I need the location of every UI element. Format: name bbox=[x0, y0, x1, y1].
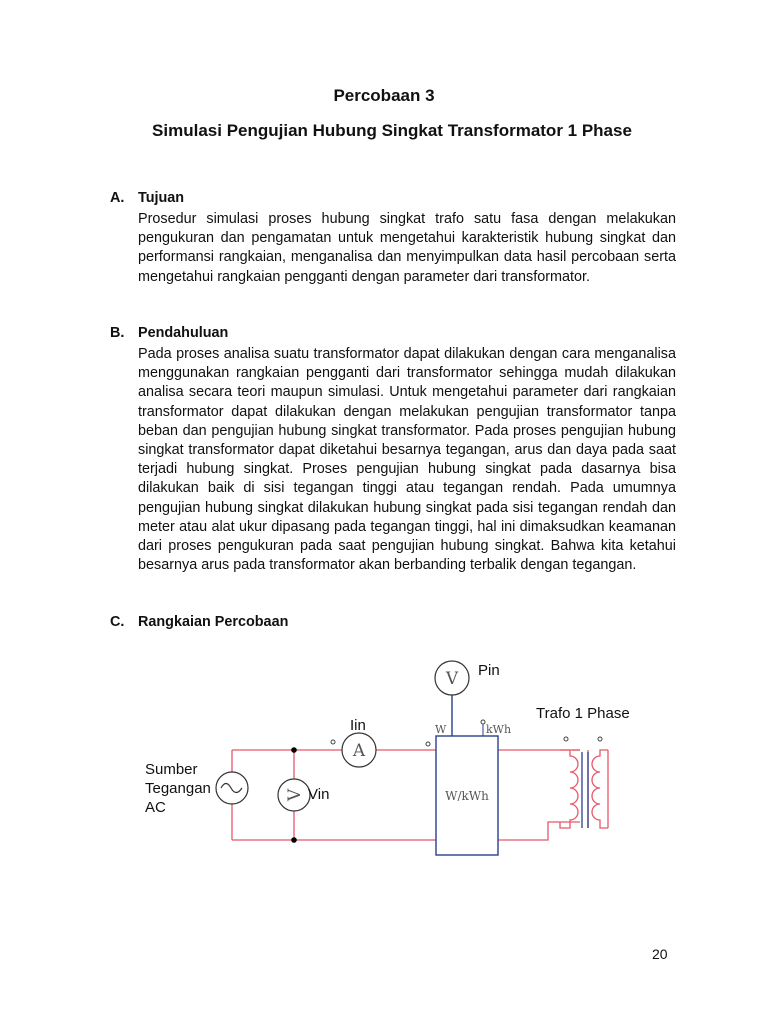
pin-voltmeter-symbol: V bbox=[445, 669, 459, 689]
section-title: Tujuan bbox=[138, 190, 185, 206]
section-heading bbox=[110, 325, 676, 345]
section-rangkaian-percobaan bbox=[110, 614, 676, 634]
section-letter: C. bbox=[110, 614, 125, 630]
circuit-diagram bbox=[130, 648, 670, 868]
trafo-terminal-marker-right bbox=[598, 737, 602, 741]
input-voltmeter bbox=[278, 779, 329, 811]
ammeter-terminal-marker bbox=[331, 740, 335, 744]
kwh-terminal-marker bbox=[481, 720, 485, 724]
wattmeter-to-trafo-bottom bbox=[498, 822, 580, 840]
iin-label: Iin bbox=[350, 717, 366, 734]
section-title: Rangkaian Percobaan bbox=[138, 614, 289, 630]
junction-dot-bottom bbox=[291, 837, 297, 843]
vin-label: Vin bbox=[308, 786, 330, 803]
transformer bbox=[536, 705, 630, 828]
secondary-winding bbox=[592, 750, 608, 828]
pin-label: Pin bbox=[478, 662, 500, 679]
wattmeter-label: W/kWh bbox=[445, 789, 489, 803]
page-title: Simulasi Pengujian Hubung Singkat Transformator 1 Phase bbox=[152, 121, 632, 140]
kwh-terminal-label: kWh bbox=[486, 723, 512, 736]
source-label-line-3: AC bbox=[145, 799, 166, 816]
primary-winding bbox=[560, 750, 578, 828]
section-letter: B. bbox=[110, 325, 125, 341]
trafo-label: Trafo 1 Phase bbox=[536, 705, 630, 722]
wattmeter-kwh bbox=[435, 695, 511, 855]
trafo-terminal-marker-left bbox=[564, 737, 568, 741]
voltmeter-symbol: V bbox=[285, 788, 305, 802]
pin-voltmeter bbox=[435, 661, 500, 695]
source-label-line-2: Tegangan bbox=[145, 780, 211, 797]
ammeter-symbol: A bbox=[352, 741, 366, 761]
section-body: Pada proses analisa suatu transformator dapat dilakukan dengan cara menganalisa menggunakan rangkaian pengganti dari transformator sehingga mudah dilakukan analisa secara teori maupun simulasi. Untuk mengetahui parameter dari rangkaian transformator dapat dilakukan dengan melakukan pengujian transformator tanpa beban dan pengujian hubung singkat transformator. Pada proses pengujian hubung singkat transformator dapat diketahui besarnya tegangan, arus dan daya pada saat terjadi hubung singkat. Proses pengujian hubung singkat pada dasarnya bisa dilakukan baik di sisi tegangan tinggi atau tegangan rendah. Pada umumnya pengujian hubung singkat dilakukan hubung singkat pada sisi tegangan rendah dan meter atau alat ukur dipasang pada tegangan tinggi, hal ini dimaksudkan keamanan dari proses pengukuran pada saat pengujian hubung singkat. Bahwa kita ketahui besarnya arus pada transformator akan berbanding terbalik dengan tegangan. bbox=[138, 346, 676, 574]
section-heading bbox=[110, 614, 676, 634]
experiment-title: Percobaan 3 bbox=[333, 86, 435, 105]
ammeter bbox=[342, 717, 376, 767]
section-pendahuluan bbox=[110, 325, 676, 575]
section-letter: A. bbox=[110, 190, 125, 206]
wattmeter-in-terminal-marker bbox=[426, 742, 430, 746]
section-body: Prosedur simulasi proses hubung singkat trafo satu fasa dengan melakukan pengukuran dan pengamatan untuk mengetahui karakteristik hubung singkat dan performansi rangkaian, menganalisa dan menyimpulkan data hasil percobaan serta mengetahui rangkaian pengganti dengan parameter dari transformator. bbox=[138, 211, 676, 285]
section-title: Pendahuluan bbox=[138, 325, 229, 341]
source-label-line-1: Sumber bbox=[145, 761, 198, 778]
section-heading bbox=[110, 190, 676, 210]
junction-dot-top bbox=[291, 747, 297, 753]
w-terminal-label: W bbox=[435, 723, 447, 736]
page-number: 20 bbox=[652, 946, 668, 962]
section-tujuan bbox=[110, 190, 676, 287]
